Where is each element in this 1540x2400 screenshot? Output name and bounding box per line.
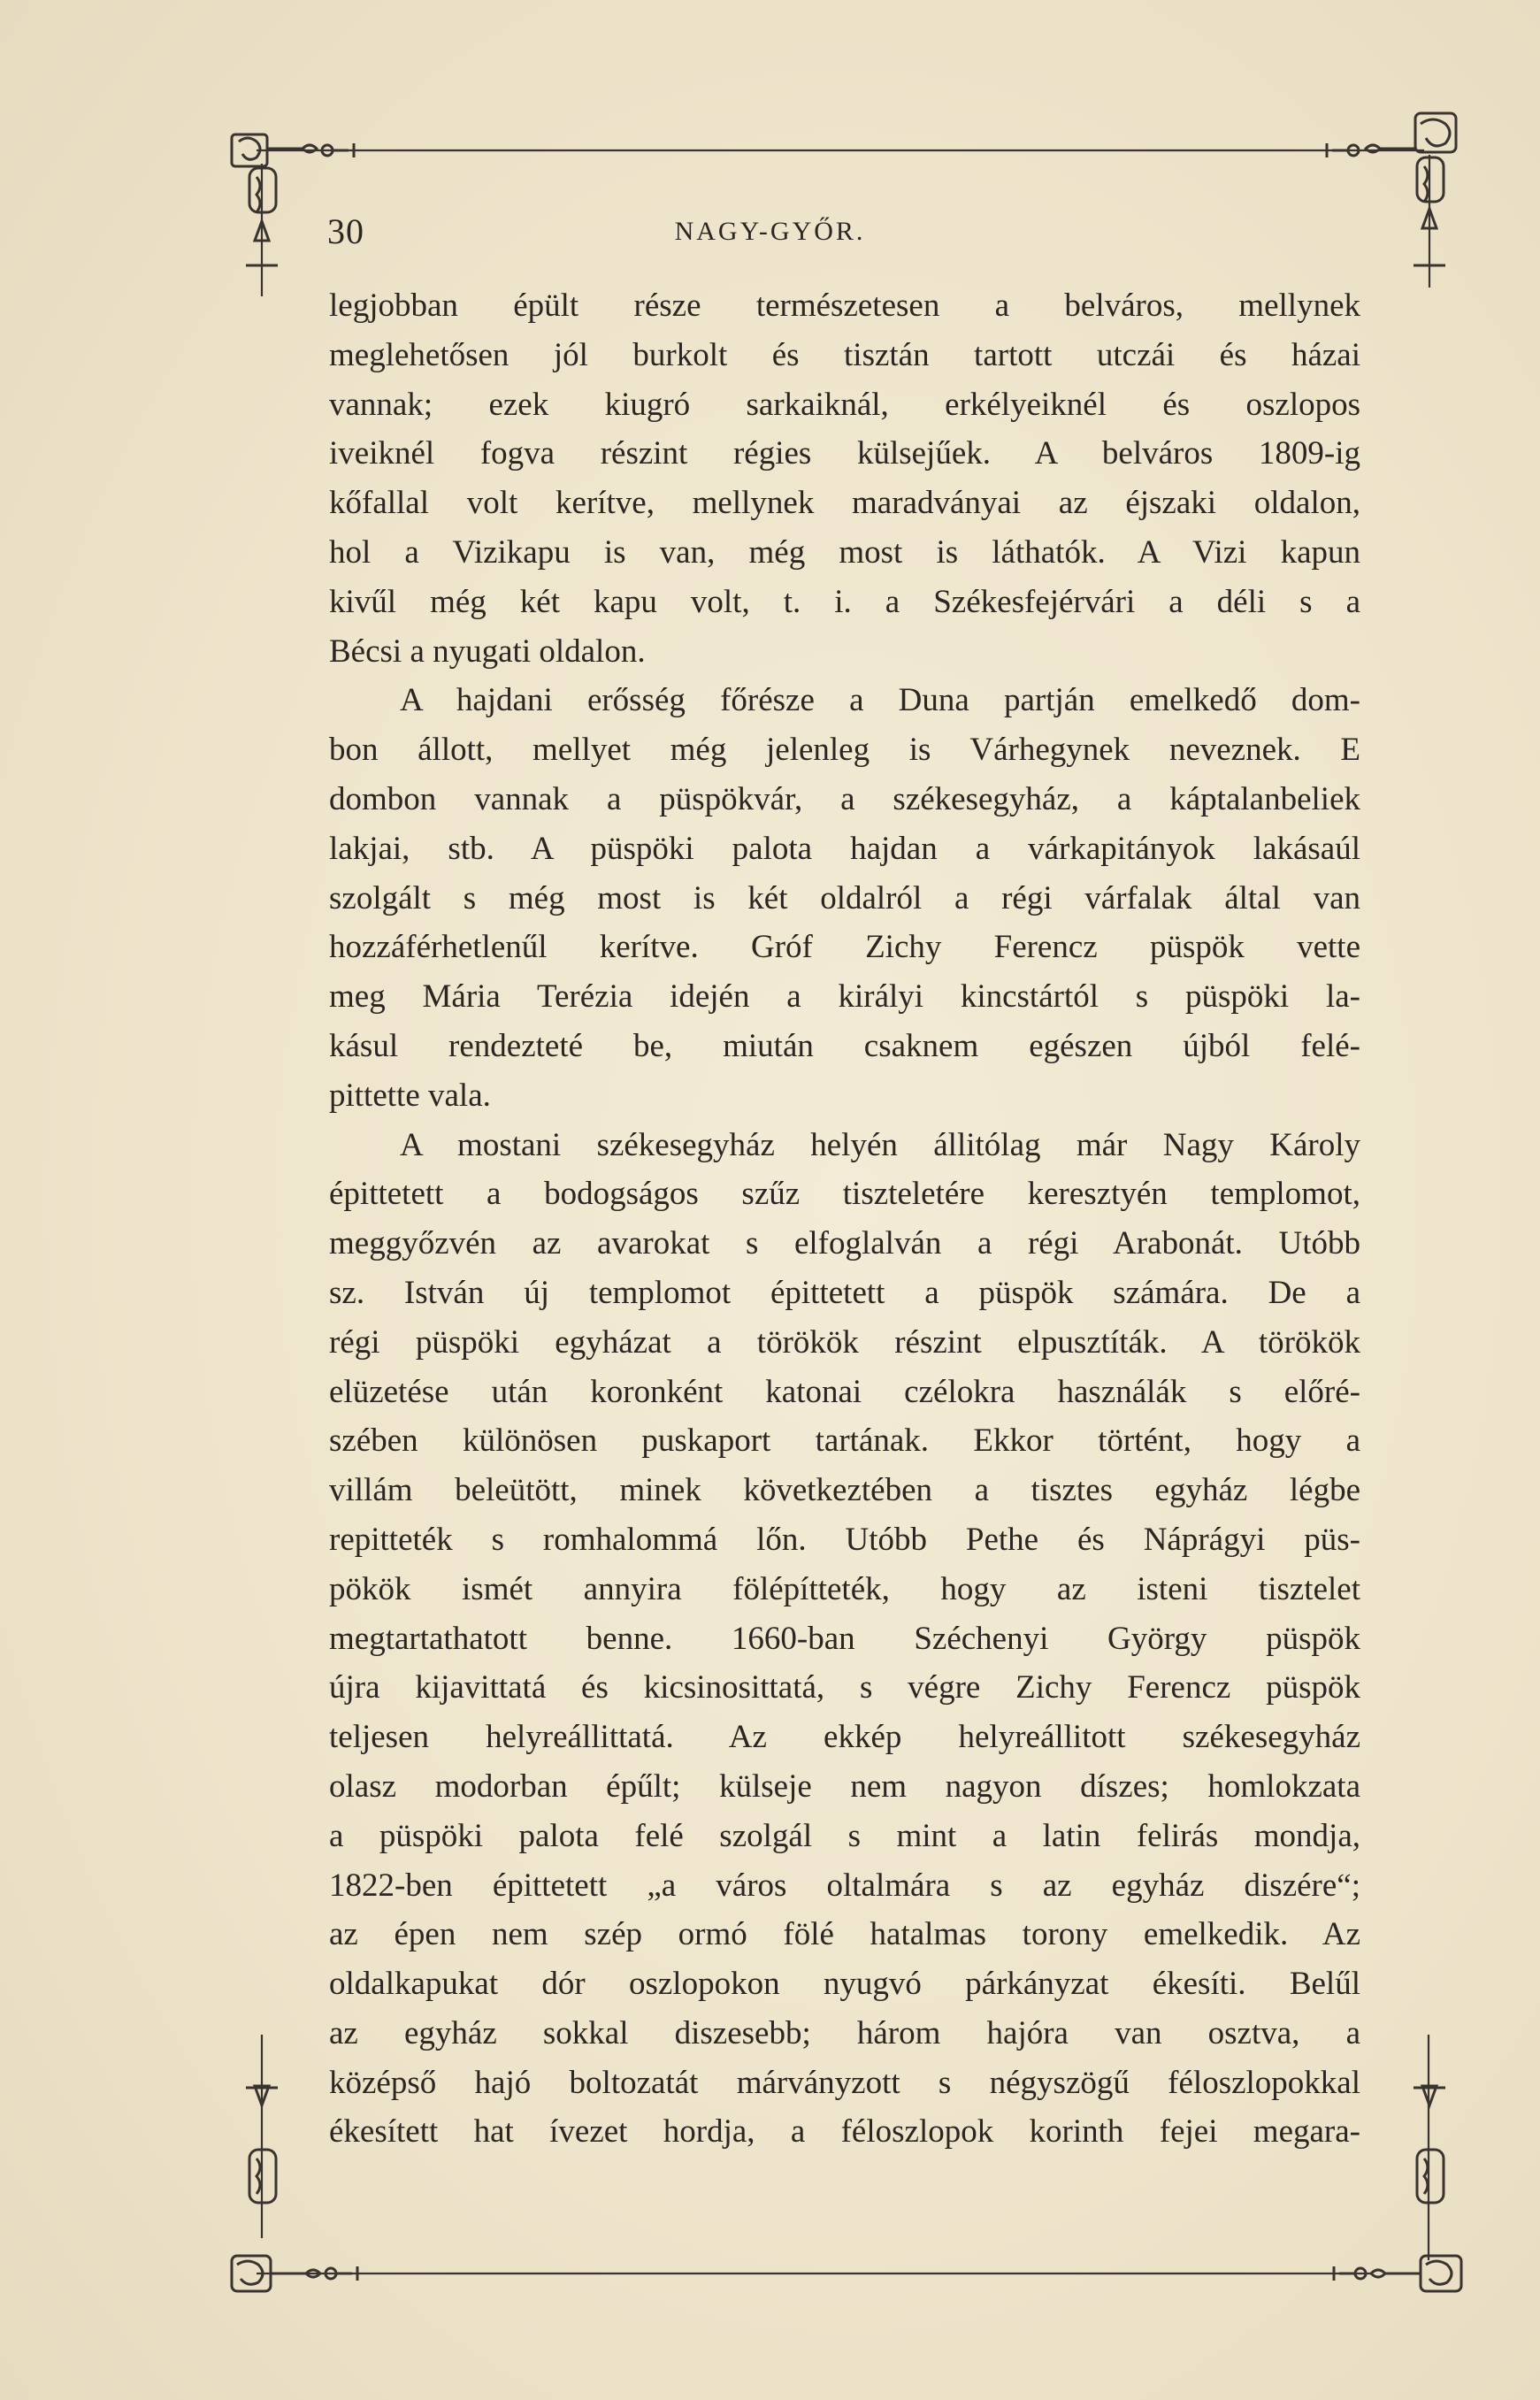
text-line: épittetett a bodogságos szűz tiszteletére keresztyén templomot,	[329, 1176, 1360, 1213]
text-line: repitteték s romhalommá lőn. Utóbb Pethe és Náprágyi püs-	[329, 1521, 1360, 1558]
text-line: oldalkapukat dór oszlopokon nyugvó párkányzat ékesíti. Belűl	[329, 1966, 1360, 2003]
text-line: kőfallal volt kerítve, mellynek maradványai az éjszaki oldalon,	[329, 485, 1360, 522]
text-line: pökök ismét annyira fölépítteték, hogy az isteni tisztelet	[329, 1570, 1360, 1607]
text-line: 1822-ben épittetett „a város oltalmára s az egyház diszére“;	[329, 1867, 1360, 1904]
text-line: régi püspöki egyházat a törökök részint elpusztíták. A törökök	[329, 1323, 1360, 1361]
text-line: sz. István új templomot épittetett a püspök számára. De a	[329, 1274, 1360, 1311]
text-line: lakjai, stb. A püspöki palota hajdan a várkapitányok lakásaúl	[329, 830, 1360, 867]
text-line: az egyház sokkal diszesebb; három hajóra van osztva, a	[329, 2014, 1360, 2051]
text-line: az épen nem szép ormó fölé hatalmas torony emelkedik. Az	[329, 1916, 1360, 1953]
page-number: 30	[327, 211, 364, 251]
text-line: dombon vannak a püspökvár, a székesegyház, a káptalanbeliek	[329, 780, 1360, 817]
text-line: iveiknél fogva részint régies külsejűek. A belváros 1809-ig	[329, 435, 1360, 472]
running-head: NAGY-GYŐR.	[674, 217, 866, 246]
text-line: szolgált s még most is két oldalról a régi várfalak által van	[329, 879, 1360, 916]
text-line: ékesített hat ívezet hordja, a féloszlopok korinth fejei megara-	[329, 2113, 1360, 2151]
text-line: pittette vala.	[329, 1077, 491, 1114]
text-line: meg Mária Terézia idején a királyi kincstártól s püspöki la-	[329, 978, 1360, 1016]
text-line: középső hajó boltozatát márványzott s négyszögű féloszlopokkal	[329, 2064, 1360, 2101]
text-line: kivűl még két kapu volt, t. i. a Székesfejérvári a déli s a	[329, 583, 1360, 620]
body-text	[329, 281, 1360, 2157]
text-line: vannak; ezek kiugró sarkaiknál, erkélyeiknél és oszlopos	[329, 386, 1360, 423]
text-line: A hajdani erősség főrésze a Duna partján emelkedő dom-	[400, 682, 1360, 719]
text-line: elüzetése után koronként katonai czélokra használák s előré-	[329, 1373, 1360, 1410]
text-line: bon állott, mellyet még jelenleg is Várhegynek neveznek. E	[329, 732, 1360, 769]
text-line: meglehetősen jól burkolt és tisztán tartott utczái és házai	[329, 336, 1360, 373]
text-line: megtartathatott benne. 1660-ban Széchenyi György püspök	[329, 1620, 1360, 1657]
text-line: újra kijavittatá és kicsinosittatá, s végre Zichy Ferencz püspök	[329, 1669, 1360, 1706]
text-line: villám beleütött, minek következtében a tisztes egyház légbe	[329, 1472, 1360, 1509]
text-line: hol a Vizikapu is van, még most is láthatók. A Vizi kapun	[329, 533, 1360, 571]
text-line: meggyőzvén az avarokat s elfoglalván a régi Arabonát. Utóbb	[329, 1225, 1360, 1262]
text-line: legjobban épült része természetesen a belváros, mellynek	[329, 288, 1360, 324]
text-line: kásul rendezteté be, miután csaknem egészen újból felé-	[329, 1027, 1360, 1064]
text-line: olasz modorban épűlt; külseje nem nagyon díszes; homlokzata	[329, 1767, 1360, 1805]
text-line: a püspöki palota felé szolgál s mint a latin felirás mondja,	[329, 1817, 1360, 1854]
text-line: teljesen helyreállittatá. Az ekkép helyreállitott székesegyház	[329, 1719, 1360, 1756]
text-line: hozzáférhetlenűl kerítve. Gróf Zichy Ferencz püspök vette	[329, 929, 1360, 966]
text-line: szében különösen puskaport tartának. Ekkor történt, hogy a	[329, 1422, 1360, 1460]
text-line: A mostani székesegyház helyén állitólag már Nagy Károly	[400, 1126, 1360, 1163]
text-line: Bécsi a nyugati oldalon.	[329, 633, 646, 670]
